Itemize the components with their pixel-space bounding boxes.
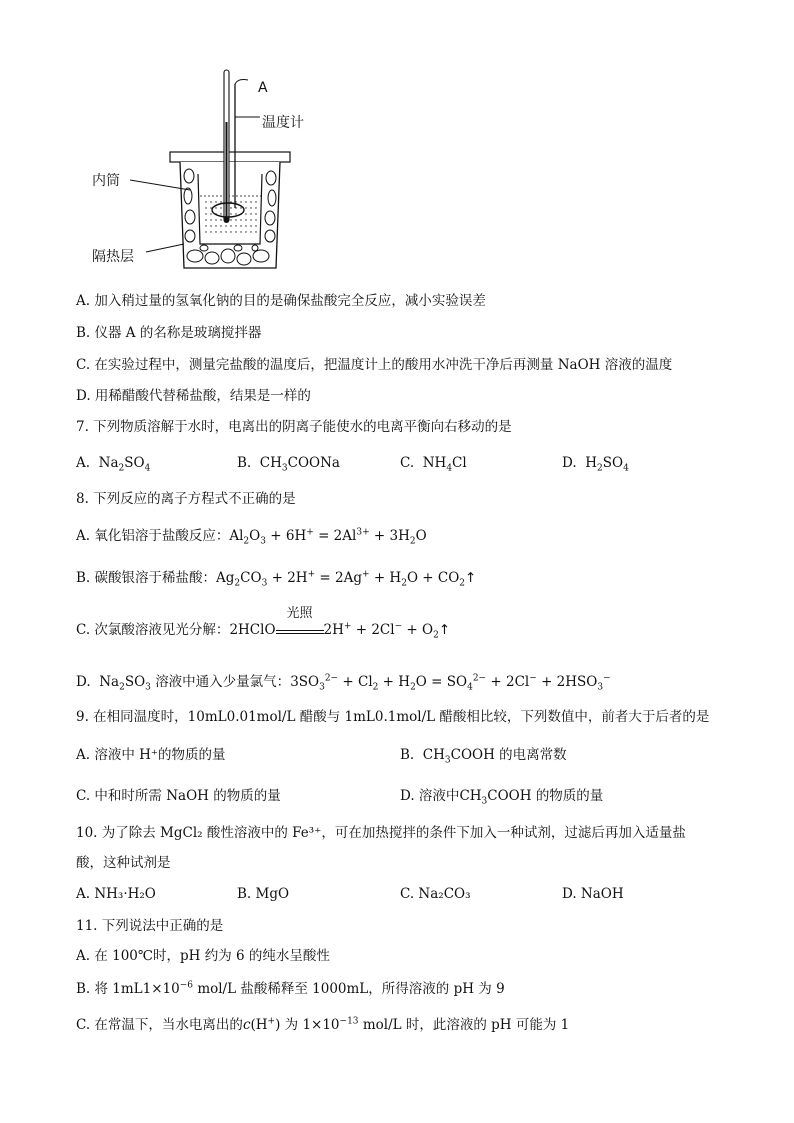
q11-option-c-suffix: mol/L 时，此溶液的 pH 可能为 1 — [362, 1017, 570, 1033]
q7-option-d: D. $H_2SO_4$ — [562, 455, 629, 474]
q8-stem: 8. 下列反应的离子方程式不正确的是 — [76, 491, 296, 507]
q8-option-a: A. 氧化铝溶于盐酸反应：$Al_2O_3 + 6H^+ = 2Al^{3+} + 3H_2O$ — [76, 527, 427, 547]
q11-option-b-exponent: −6 — [179, 980, 194, 991]
q11-option-b-suffix: mol/L 盐酸稀释至 1000mL，所得溶液的 pH 为 9 — [197, 981, 505, 997]
q11-option-b-prefix: B. 将 1mL1×10 — [76, 981, 180, 997]
q10-option-a: A. NH₃·H₂O — [76, 886, 156, 902]
q8-option-d: D. $Na_2SO_3$ 溶液中通入少量氯气：$3SO_3^{2-} + Cl_2 + H_2O = SO_4^{2-} + 2Cl^- + 2HSO_3^-$ — [76, 673, 611, 693]
q9-option-d-label: D. 溶液中 — [400, 788, 460, 804]
light-condition-text: 光照 — [286, 606, 313, 621]
q10-option-b: B. MgO — [237, 886, 290, 902]
q9-option-b-text: 的电离常数 — [499, 747, 567, 763]
q8-option-b: B. 碳酸银溶于稀盐酸：$Ag_2CO_3 + 2H^+ = 2Ag^+ + H_2O$ + $CO_2↑$ — [76, 569, 477, 589]
q7-option-a: A. $Na_2SO_4$ — [76, 455, 151, 474]
q7-option-a-label: A. — [76, 455, 91, 471]
q6-option-b: B. 仪器 A 的名称是玻璃搅拌器 — [76, 325, 262, 341]
q6-option-c: C. 在实验过程中，测量完盐酸的温度后，把温度计上的酸用水冲洗干净后再测量 NaOH 溶液的温度 — [76, 357, 673, 373]
q10-option-c: C. Na₂CO₃ — [400, 886, 471, 902]
q8-option-c-label: C. 次氯酸溶液见光分解： — [76, 622, 230, 638]
q11-option-c-prefix: C. 在常温下，当水电离出的 — [76, 1017, 243, 1033]
q8-option-a-label: A. 氧化铝溶于盐酸反应： — [76, 528, 230, 544]
q7-stem: 7. 下列物质溶解于水时，电离出的阴离子能使水的电离平衡向右移动的是 — [76, 419, 512, 435]
q11-stem: 11. 下列说法中正确的是 — [76, 918, 224, 934]
q7-option-d-label: D. — [562, 455, 577, 471]
q8-option-c: C. 次氯酸溶液见光分解：2HClO 光照 $2H^+ + 2Cl^- + O_2↑$ — [76, 606, 451, 641]
q6-option-a: A. 加入稍过量的氢氧化钠的目的是确保盐酸完全反应，减小实验误差 — [76, 293, 486, 309]
q10-stem-line2: 酸，这种试剂是 — [76, 855, 171, 871]
q9-option-b-label: B. — [400, 747, 415, 763]
q11-option-a: A. 在 100℃时，pH 约为 6 的纯水呈酸性 — [76, 948, 330, 964]
light-condition — [276, 606, 324, 634]
q6-option-d: D. 用稀醋酸代替稀盐酸，结果是一样的 — [76, 388, 311, 404]
label-inner-cup: 内筒 — [92, 173, 120, 189]
q9-option-d: D. 溶液中$CH_3COOH$ 的物质的量 — [400, 788, 604, 807]
q11-option-c-mid: 为 1×10 — [284, 1017, 340, 1033]
q9-stem: 9. 在相同温度时，10mL0.01mol/L 醋酸与 1mL0.1mol/L 醋酸相比较，下列数值中，前者大于后者的是 — [76, 709, 710, 725]
q8-option-b-label: B. 碳酸银溶于稀盐酸： — [76, 570, 217, 586]
label-a: A — [258, 80, 268, 96]
q7-option-c-label: C. — [400, 455, 415, 471]
label-thermometer: 温度计 — [262, 115, 304, 131]
q7-option-b-label: B. — [237, 455, 252, 471]
q8-option-d-desc: 溶液中通入少量氯气： — [155, 674, 291, 690]
q9-option-c: C. 中和时所需 NaOH 的物质的量 — [76, 788, 281, 804]
calorimeter-lid — [170, 152, 290, 162]
q10-stem-line1: 10. 为了除去 MgCl₂ 酸性溶液中的 Fe³⁺，可在加热搅拌的条件下加入一种试剂，过滤后再加入适量盐 — [76, 825, 686, 841]
q8-option-d-label: D. — [76, 674, 91, 690]
q10-option-d: D. NaOH — [562, 886, 624, 902]
q9-option-d-text: 的物质的量 — [535, 788, 604, 804]
q11-option-c: C. 在常温下，当水电离出的c(H+) 为 $1\times 10^{-13}$ mol/L 时，此溶液的 pH 可能为 1 — [76, 1016, 570, 1033]
q7-option-b: B. $CH_3COONa$ — [237, 455, 340, 474]
q7-option-c: C. $NH_4Cl$ — [400, 455, 467, 474]
q9-option-a: A. 溶液中 H⁺的物质的量 — [76, 747, 226, 763]
inner-cup — [198, 174, 262, 244]
q11-option-c-exponent: −13 — [339, 1016, 359, 1027]
q11-option-b — [76, 979, 505, 999]
q9-option-b: B. $CH_3COOH$ 的电离常数 — [400, 747, 567, 766]
label-insulation: 隔热层 — [92, 249, 134, 265]
